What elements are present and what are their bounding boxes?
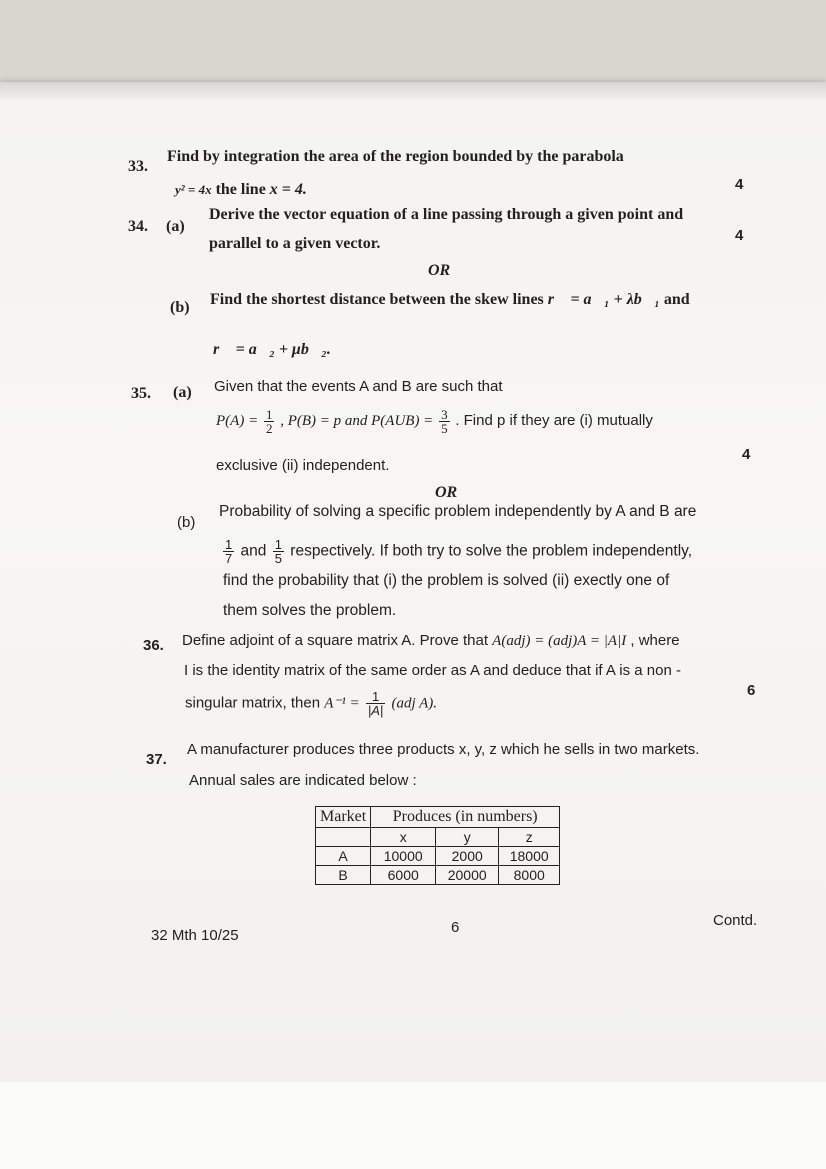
q34-b-and: and [663, 291, 690, 308]
q35-b-fraction2 [273, 538, 284, 565]
q35-pa: P(A) = [216, 412, 259, 429]
q35-or: OR [435, 484, 458, 501]
q36-marks: 6 [747, 682, 756, 699]
q35-a-label: (a) [173, 384, 192, 401]
table-subheader-row [316, 828, 560, 847]
table-row [316, 847, 560, 866]
q35-a-line2-end: . Find p if they are (i) mutually [455, 411, 653, 429]
q36-eq2-num: 1 [366, 690, 385, 704]
q37-line1: A manufacturer produces three products x, y, z which he sells in two markets. [187, 741, 700, 758]
q33-equation-parabola: y² = 4x [175, 182, 212, 197]
q36-equation1: A(adj) = (adj)A = |A|I [492, 633, 627, 649]
q35-marks: 4 [742, 446, 751, 463]
table-cell-y: 20000 [436, 866, 499, 885]
q36-line1 [182, 632, 680, 650]
q35-a-line1: Given that the events A and B are such that [214, 378, 503, 395]
q34-a-label: (a) [166, 218, 185, 235]
q33-marks: 4 [735, 176, 744, 193]
table-header-produces: Produces (in numbers) [371, 807, 560, 828]
q34-number: 34. [128, 218, 148, 235]
table-subheader-y: y [436, 828, 499, 847]
q33-text-line1: Find by integration the area of the region bounded by the parabola [167, 148, 624, 165]
table-cell-empty [316, 828, 371, 847]
table-cell-x: 6000 [371, 866, 436, 885]
q35-pu-den: 5 [441, 421, 448, 436]
table-cell-z: 18000 [499, 847, 560, 866]
table-cell-y: 2000 [436, 847, 499, 866]
q35-b-line3: find the probability that (i) the problem is solved (ii) exectly one of [223, 572, 670, 589]
q34-b-text: Find the shortest distance between the skew lines [210, 291, 544, 308]
q35-b-line4: them solves the problem. [223, 602, 397, 619]
table-header-market: Market [316, 807, 371, 828]
q35-b-f1-den: 7 [225, 551, 233, 566]
q35-pa-den: 2 [265, 421, 273, 436]
q35-b-f2-den: 5 [274, 551, 282, 566]
q36-line2: I is the identity matrix of the same order as A and deduce that if A is a non - [184, 662, 681, 679]
background-strip [0, 1082, 826, 1169]
table-cell-x: 10000 [371, 847, 436, 866]
q35-b-line2-end: respectively. If both try to solve the problem independently, [290, 542, 693, 560]
q37-number: 37. [146, 751, 167, 768]
footer-contd: Contd. [713, 912, 758, 929]
table-row [316, 866, 560, 885]
q36-number: 36. [143, 637, 164, 654]
table-subheader-x: x [371, 828, 436, 847]
q34-a-line2: parallel to a given vector. [209, 235, 381, 252]
q35-pu-fraction [439, 408, 450, 435]
q36-line3-text: singular matrix, then [185, 694, 321, 712]
q34-a-line1: Derive the vector equation of a line passing through a given point and [209, 206, 684, 223]
footer-paper-code: 32 Mth 10/25 [151, 927, 239, 944]
q36-text: Define adjoint of a square matrix A. Prove that [182, 632, 488, 649]
q35-number: 35. [131, 385, 151, 402]
table-subheader-z: z [499, 828, 560, 847]
q36-eq2-rhs: (adj A). [391, 695, 438, 712]
q35-b-f2-num: 1 [274, 537, 282, 552]
q35-pa-fraction [264, 408, 275, 435]
sales-table [315, 806, 560, 885]
q34-or: OR [428, 262, 451, 279]
q35-b-f1-num: 1 [225, 537, 233, 552]
q36-eq2-den: |A| [367, 703, 384, 718]
table-cell-z: 8000 [499, 866, 560, 885]
q34-b-equation1: r⃗ = a⃗₁ + λb⃗₁ [547, 291, 660, 308]
q36-eq2-lhs: A⁻¹ = [324, 695, 360, 712]
q35-b-fraction1 [223, 538, 234, 565]
q36-eq2-fraction [366, 690, 385, 717]
q35-a-line3: exclusive (ii) independent. [216, 457, 390, 474]
q35-pb: , P(B) = p and P(AUB) = [280, 412, 434, 429]
q34-b-equation2: r⃗ = a⃗₂ + μb⃗₂. [213, 341, 331, 358]
q35-a-line2 [216, 408, 653, 435]
q35-pu-num: 3 [441, 407, 448, 422]
q33-number: 33. [128, 158, 148, 175]
q36-line1-end: , where [630, 632, 680, 649]
table-header-row [316, 807, 560, 828]
q35-b-label: (b) [177, 514, 196, 531]
q33-text-line2 [175, 181, 307, 199]
q34-marks: 4 [735, 227, 744, 244]
q35-b-line1: Probability of solving a specific problem independently by A and B are [219, 503, 697, 520]
q37-line2: Annual sales are indicated below : [189, 772, 417, 789]
q36-line3 [185, 690, 437, 717]
q35-b-line2 [221, 538, 692, 565]
q35-b-and: and [240, 542, 267, 560]
q35-pa-num: 1 [265, 407, 273, 422]
table-cell-market: B [316, 866, 371, 885]
q33-equation-line: x = 4. [269, 181, 307, 198]
q34-b-line1 [210, 291, 690, 309]
footer-page-number: 6 [451, 919, 460, 936]
q33-text-mid: the line [215, 181, 266, 198]
q34-b-label: (b) [170, 299, 190, 316]
table-cell-market: A [316, 847, 371, 866]
